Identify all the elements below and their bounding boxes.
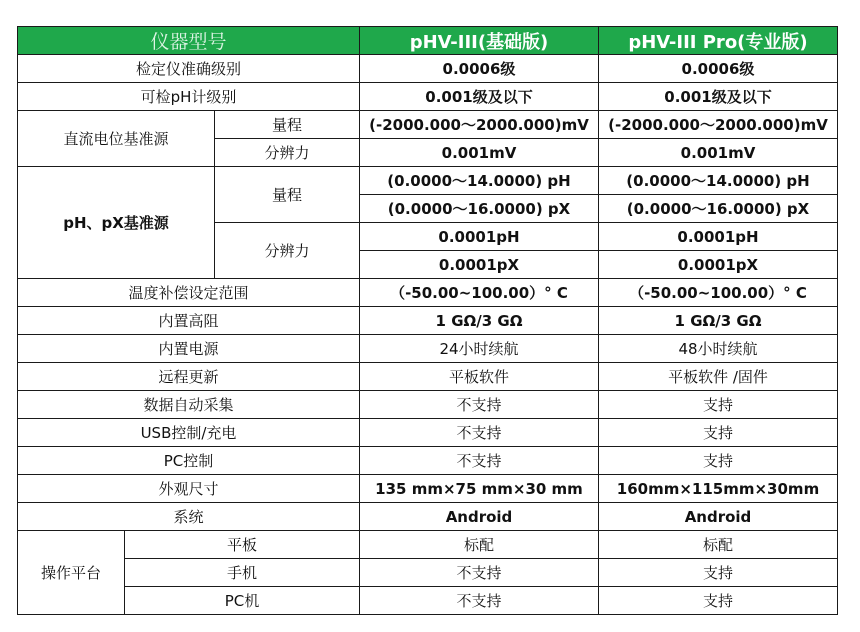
row-label-size: 外观尺寸 xyxy=(18,475,360,503)
cell-basic: （-50.00~100.00）° C xyxy=(360,279,599,307)
table-row xyxy=(18,111,838,139)
table-row xyxy=(18,363,838,391)
row-label-platform: 操作平台 xyxy=(18,531,125,615)
cell-basic: (-2000.000～2000.000)mV xyxy=(360,111,599,139)
table-row xyxy=(18,419,838,447)
cell-basic: 平板软件 xyxy=(360,363,599,391)
cell-pro: 支持 xyxy=(599,559,838,587)
cell-pro: Android xyxy=(599,503,838,531)
cell-basic: 0.001级及以下 xyxy=(360,83,599,111)
cell-basic: 135 mm×75 mm×30 mm xyxy=(360,475,599,503)
table-row xyxy=(18,167,838,195)
table-row xyxy=(18,279,838,307)
cell-basic: 1 GΩ/3 GΩ xyxy=(360,307,599,335)
spec-table xyxy=(17,26,838,615)
table-row xyxy=(18,55,838,83)
row-label-pc: PC控制 xyxy=(18,447,360,475)
table-row xyxy=(18,475,838,503)
table-row xyxy=(18,587,838,615)
cell-pro: (0.0000～14.0000) pH xyxy=(599,167,838,195)
cell-pro: 支持 xyxy=(599,419,838,447)
sub-label-range: 量程 xyxy=(215,111,360,139)
row-label-ph-level: 可检pH计级别 xyxy=(18,83,360,111)
table-row xyxy=(18,335,838,363)
cell-pro: (0.0000～16.0000) pX xyxy=(599,195,838,223)
header-model: 仪器型号 xyxy=(18,27,360,55)
row-label-update: 远程更新 xyxy=(18,363,360,391)
sub-label-pc-machine: PC机 xyxy=(125,587,360,615)
sub-label-range: 量程 xyxy=(215,167,360,223)
cell-pro: (-2000.000～2000.000)mV xyxy=(599,111,838,139)
cell-basic: 0.0006级 xyxy=(360,55,599,83)
cell-pro: 0.0006级 xyxy=(599,55,838,83)
table-row xyxy=(18,391,838,419)
cell-pro: 支持 xyxy=(599,447,838,475)
sub-label-resolution: 分辨力 xyxy=(215,223,360,279)
row-label-phpx: pH、pX基准源 xyxy=(18,167,215,279)
cell-pro: 48小时续航 xyxy=(599,335,838,363)
cell-pro: 0.0001pX xyxy=(599,251,838,279)
cell-pro: 支持 xyxy=(599,587,838,615)
row-label-accuracy: 检定仪准确级别 xyxy=(18,55,360,83)
cell-basic: (0.0000～14.0000) pH xyxy=(360,167,599,195)
row-label-usb: USB控制/充电 xyxy=(18,419,360,447)
row-label-temp: 温度补偿设定范围 xyxy=(18,279,360,307)
cell-basic: 标配 xyxy=(360,531,599,559)
cell-basic: 不支持 xyxy=(360,587,599,615)
cell-basic: 24小时续航 xyxy=(360,335,599,363)
cell-pro: 标配 xyxy=(599,531,838,559)
cell-pro: 0.0001pH xyxy=(599,223,838,251)
row-label-dc: 直流电位基准源 xyxy=(18,111,215,167)
cell-basic: 不支持 xyxy=(360,391,599,419)
cell-basic: 不支持 xyxy=(360,559,599,587)
row-label-acquisition: 数据自动采集 xyxy=(18,391,360,419)
row-label-power: 内置电源 xyxy=(18,335,360,363)
table-row xyxy=(18,447,838,475)
cell-pro: 0.001mV xyxy=(599,139,838,167)
cell-basic: 不支持 xyxy=(360,447,599,475)
table-row xyxy=(18,83,838,111)
cell-basic: Android xyxy=(360,503,599,531)
cell-pro: 160mm×115mm×30mm xyxy=(599,475,838,503)
row-label-system: 系统 xyxy=(18,503,360,531)
cell-pro: 1 GΩ/3 GΩ xyxy=(599,307,838,335)
cell-pro: （-50.00~100.00）° C xyxy=(599,279,838,307)
header-row xyxy=(18,27,838,55)
cell-basic: 0.0001pX xyxy=(360,251,599,279)
cell-basic: 0.0001pH xyxy=(360,223,599,251)
sub-label-tablet: 平板 xyxy=(125,531,360,559)
table-row xyxy=(18,307,838,335)
header-basic: pHV-III(基础版) xyxy=(360,27,599,55)
cell-pro: 支持 xyxy=(599,391,838,419)
sub-label-phone: 手机 xyxy=(125,559,360,587)
row-label-impedance: 内置高阻 xyxy=(18,307,360,335)
cell-pro: 0.001级及以下 xyxy=(599,83,838,111)
cell-basic: (0.0000～16.0000) pX xyxy=(360,195,599,223)
cell-basic: 不支持 xyxy=(360,419,599,447)
table-row xyxy=(18,559,838,587)
cell-pro: 平板软件 /固件 xyxy=(599,363,838,391)
table-row xyxy=(18,503,838,531)
sub-label-resolution: 分辨力 xyxy=(215,139,360,167)
header-pro: pHV-III Pro(专业版) xyxy=(599,27,838,55)
cell-basic: 0.001mV xyxy=(360,139,599,167)
table-row xyxy=(18,531,838,559)
